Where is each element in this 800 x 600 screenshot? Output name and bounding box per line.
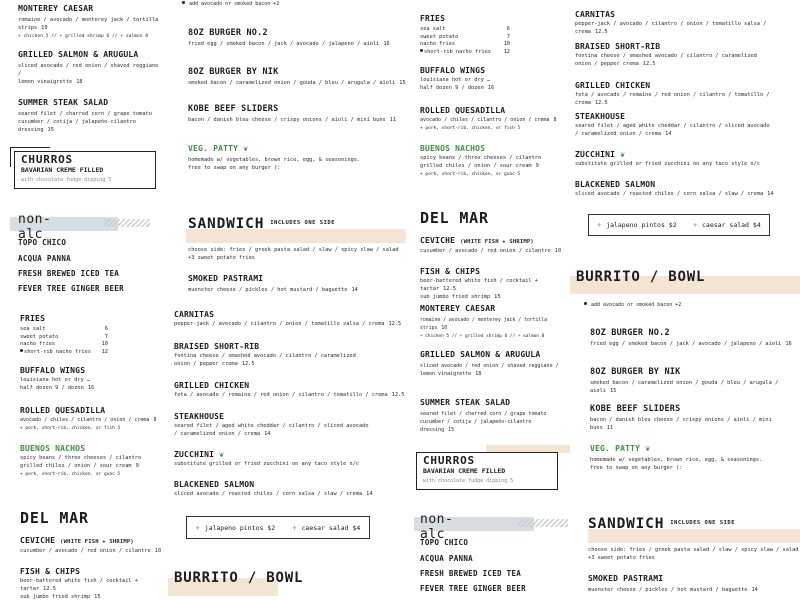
churros-box: CHURROS BAVARIAN CREME FILLED with chocolate fudge dipping 5 [416, 452, 558, 490]
menu-item-zucchini: ZUCCHINI ❦ substitute grilled or fried zucchini on any taco style n/c [575, 150, 760, 167]
menu-item-grilled-salmon-arugula: GRILLED SALMON & ARUGULA sliced avocado / red onion / shaved reggiano / lemon vinaigrette 18 [420, 350, 559, 377]
menu-item-kobe-sliders: KOBE BEEF SLIDERS bacon / danish bleu cheese / crispy onions / aioli / mini buns 11 [188, 104, 397, 123]
sandwich-header: SANDWICH $^{INCLUDES ONE SIDE}$ [588, 516, 736, 532]
drink-ginger-beer: FEVER TREE GINGER BEER [420, 584, 526, 593]
menu-item-smoked-pastrami: SMOKED PASTRAMI muenster cheese / pickles / hot mustard / baguette 14 [188, 274, 358, 293]
menu-item-steakhouse: STEAKHOUSE seared filet / aged white cheddar / cilantro / sliced avocado / caramelized onion / crema 14 [575, 112, 770, 137]
menu-item-grilled-chicken: GRILLED CHICKEN feta / avocado / romaine / red onion / cilantro / tomatillo / crema 12.5 [174, 381, 405, 398]
bullet-icon [182, 1, 185, 4]
table-row: nacho fries 10 [20, 341, 108, 347]
sandwich-header: SANDWICH $^{INCLUDES ONE SIDE}$ [188, 216, 336, 232]
leaf-icon: ❦ [219, 450, 225, 459]
menu-item-burger-by-nik: 8OZ BURGER BY NIK smoked bacon / caramelized onion / gouda / bleu / arugula / aioli 15 [590, 367, 779, 394]
menu-item-fries: FRIES sea salt 6 sweet potato 7 nacho fries 10 short-rib nacho fries 12 [20, 314, 164, 356]
menu-item-burger-no2: 8OZ BURGER NO.2 fried egg / smoked bacon / jack / avocado / jalapeno / aioli 16 [188, 28, 390, 47]
menu-item-monterey-caesar: MONTEREY CAESAR romaine / avocado / monterey jack / tortilla strips 10 + chicken 5 // + grilled shrimp 6 // + salmon 8 [420, 304, 548, 339]
non-alc-stripes [104, 219, 150, 227]
menu-item-zucchini: ZUCCHINI ❦ substitute grilled or fried zucchini on any taco style n/c [174, 450, 359, 467]
menu-item-grilled-chicken: GRILLED CHICKEN feta / avocado / romaine / red onion / cilantro / tomatillo / crema 12.5 [575, 81, 770, 106]
plus-icon: + [195, 523, 200, 532]
non-alc-stripes [518, 519, 568, 527]
bullet-icon [584, 302, 587, 305]
menu-item-blackened-salmon: BLACKENED SALMON sliced avocado / roasted chiles / corn salsa / slaw / crema 14 [174, 480, 373, 497]
menu-panel-apps-top [414, 0, 570, 300]
menu-panel-tacos-bottom [168, 300, 414, 600]
table-row: short-rib nacho fries 12 [20, 349, 164, 357]
menu-item-buenos-nachos: BUENOS NACHOS spicy beans / three cheeses / cilantro grilled chiles / onion / sour cream 9 + pork, short-rib, chicken, or guac 5 [420, 144, 542, 177]
menu-item-ceviche: CEVICHE (WHITE FISH + SHRIMP) cucumber / avocado / red onion / cilantro 10 [420, 236, 562, 254]
leaf-icon: ❦ [243, 144, 249, 153]
menu-item-summer-steak-salad: SUMMER STEAK SALAD seared filet / charred corn / grape tomato cucumber / cotija / jalapeño-cilantro dressing 15 [420, 398, 547, 433]
table-row: sea salt 6 [420, 26, 510, 32]
menu-item-smoked-pastrami: SMOKED PASTRAMI muenster cheese / pickles / hot mustard / baguette 14 [588, 574, 758, 593]
drink-topo-chico: TOPO CHICO [18, 238, 67, 247]
drink-acqua-panna: ACQUA PANNA [420, 554, 473, 563]
fries-table [420, 26, 566, 56]
menu-item-steakhouse: STEAKHOUSE seared filet / aged white cheddar / cilantro / sliced avocado / caramelized onion / crema 14 [174, 412, 369, 437]
menu-panel-salads-bottom: MONTEREY CAESAR romaine / avocado / monterey jack / tortilla strips 10 + chicken 5 // + grilled shrimp 6 // + salmon 8 GRILLED SALMON & ARUGULA sliced avocado / red onion / shaved reggiano / lemon vinaigrette 18 SUMMER STEAK SALAD seared filet / charred corn / grape tomato cucumber / cotija / jalapeño-cilantro dressing 15 CHURROS BAVARIAN CREME FILLED with chocolate fudge dipping 5 non-alc TOPO CHICO ACQUA PANNA FRESH BREWED ICED TEA FEVER TREE GINGER BEER [414, 300, 570, 600]
menu-item-buffalo-wings: BUFFALO WINGS louisiana hot or dry … half dozen 9 / dozen 16 [20, 366, 95, 391]
menu-item-burger-by-nik: 8OZ BURGER BY NIK smoked bacon / caramelized onion / gouda / bleu / arugula / aioli 15 [188, 67, 406, 86]
table-row: sea salt 6 [20, 326, 108, 332]
menu-item-carnitas: CARNITAS pepper-jack / avocado / cilantro / onion / tomatillo salsa / crema 12.5 [174, 310, 402, 327]
plus-icon: + [292, 523, 297, 532]
menu-item-buenos-nachos: BUENOS NACHOS spicy beans / three cheeses / cilantro grilled chiles / onion / sour cream 9 + pork, short-rib, chicken, or guac 5 [20, 444, 142, 477]
table-row: sweet potato 7 [20, 333, 108, 340]
add-note: add avocado or smoked bacon +2 [182, 1, 279, 7]
menu-item-rolled-quesadilla: ROLLED QUESADILLA avocado / chiles / cilantro / onion / crema 8 + pork, short-rib, chicken, or fish 5 [20, 406, 157, 431]
menu-item-carnitas: CARNITAS pepper-jack / avocado / cilantro / onion / tomatillo salsa / crema 12.5 [575, 10, 767, 35]
sandwich-side-note: choose side: fries / greek pasta salad / slaw / spicy slaw / salad +3 sweet potato fries [188, 247, 399, 261]
addon-caesar-salad: + caesar salad $4 [693, 221, 761, 229]
menu-item-fries: FRIES sea salt 6 sweet potato 7 nacho fries 10 short-rib nacho fries 12 [420, 14, 566, 56]
menu-panel-burgers-top [168, 0, 414, 300]
menu-item-grilled-salmon-arugula: GRILLED SALMON & ARUGULA sliced avocado / red onion / shaved reggiano / lemon vinaigrette 18 [18, 50, 159, 85]
menu-item-burger-no2: 8OZ BURGER NO.2 fried egg / smoked bacon / jack / avocado / jalapeno / aioli 16 [590, 328, 792, 347]
drink-ginger-beer: FEVER TREE GINGER BEER [18, 284, 124, 293]
menu-item-rolled-quesadilla: ROLLED QUESADILLA avocado / chiles / cilantro / onion / crema 8 + pork, short-rib, chicken, or fish 5 [420, 106, 557, 131]
menu-item-veg-patty: VEG. PATTY ❦ homemade w/ vegetables, brown rice, egg, & seasonings. free to swap on any burger (: [188, 144, 361, 171]
menu-panel-salads-top: MONTEREY CAESAR romaine / avocado / monterey jack / tortilla strips 10 + chicken 5 // + grilled shrimp 6 // + salmon 8 GRILLED SALMON & ARUGULA sliced avocado / red onion / shaved reggiano / lemon vinaigrette 18 SUMMER STEAK SALAD seared filet / charred corn / grape tomato cucumber / cotija / jalapeño-cilantro dressing 15 CHURROS BAVARIAN CREME FILLED with chocolate fudge dipping 5 non-alc TOPO CHICO ACQUA PANNA FRESH BREWED ICED TEA FEVER TREE GINGER BEER [0, 0, 168, 300]
menu-item-braised-short-rib: BRAISED SHORT-RIB fontina cheese / smashed avocado / cilantro / caramelized onion / pepper crema 12.5 [575, 42, 757, 67]
add-note: add avocado or smoked bacon +2 [584, 302, 681, 308]
churros-corner-line [10, 147, 50, 167]
addons-box [588, 214, 770, 236]
menu-item-buffalo-wings: BUFFALO WINGS louisiana hot or dry … half dozen 9 / dozen 16 [420, 66, 495, 91]
del-mar-header: DEL MAR [20, 509, 89, 527]
menu-item-braised-short-rib: BRAISED SHORT-RIB fontina cheese / smashed avocado / cilantro / caramelized onion / pepper crema 12.5 [174, 342, 356, 367]
bullet-icon [20, 349, 23, 352]
addon-caesar-salad: + caesar salad $4 [292, 523, 361, 532]
menu-item-monterey-caesar: MONTEREY CAESAR romaine / avocado / monterey jack / tortilla strips 10 + chicken 5 // + grilled shrimp 6 // + salmon 8 [18, 4, 159, 39]
table-row: sweet potato 7 [420, 33, 510, 40]
menu-panel-tacos-top [570, 0, 800, 300]
leaf-icon: ❦ [645, 444, 651, 453]
menu-item-ceviche: CEVICHE (WHITE FISH + SHRIMP) cucumber / avocado / red onion / cilantro 10 [20, 536, 162, 554]
drink-acqua-panna: ACQUA PANNA [18, 254, 71, 263]
burrito-bowl-header: BURRITO / BOWL [576, 269, 706, 285]
menu-item-fish-chips: FISH & CHIPS beer-battered white fish / cocktail + tartar 12.5 sub jumbo fried shrimp 15 [20, 567, 138, 600]
table-row: nacho fries 10 [420, 41, 510, 47]
plus-icon: + [693, 221, 698, 229]
menu-item-kobe-sliders: KOBE BEEF SLIDERS bacon / danish bleu cheese / crispy onions / aioli / mini buns 11 [590, 404, 772, 431]
menu-panel-apps-bottom [0, 300, 168, 600]
plus-icon: + [597, 221, 602, 229]
fries-table [20, 326, 164, 356]
sandwich-side-note: choose side: fries / greek pasta salad / slaw / spicy slaw / salad +3 sweet potato fries [588, 547, 799, 561]
addon-jalapeno-pintos: + jalapeno pintos $2 [597, 221, 677, 229]
churros-box: CHURROS BAVARIAN CREME FILLED with chocolate fudge dipping 5 [14, 151, 156, 189]
drink-topo-chico: TOPO CHICO [420, 538, 469, 547]
bullet-icon [420, 49, 423, 52]
leaf-icon: ❦ [620, 150, 626, 159]
menu-item-summer-steak-salad: SUMMER STEAK SALAD seared filet / charred corn / grape tomato cucumber / cotija / jalapeño-cilantro dressing 15 [18, 98, 152, 133]
addon-jalapeno-pintos: + jalapeno pintos $2 [195, 523, 276, 532]
drink-iced-tea: FRESH BREWED ICED TEA [420, 569, 522, 578]
table-row: short-rib nacho fries 12 [420, 49, 566, 57]
burrito-bowl-header: BURRITO / BOWL [174, 570, 304, 586]
menu-panel-burgers-bottom [570, 300, 800, 600]
menu-item-fish-chips: FISH & CHIPS beer-battered white fish / cocktail + tartar 12.5 sub jumbo fried shrimp 15 [420, 267, 538, 300]
menu-item-veg-patty: VEG. PATTY ❦ homemade w/ vegetables, brown rice, egg, & seasonings. free to swap on any burger (: [590, 444, 763, 471]
drink-iced-tea: FRESH BREWED ICED TEA [18, 269, 120, 278]
menu-item-blackened-salmon: BLACKENED SALMON sliced avocado / roasted chiles / corn salsa / slaw / crema 14 [575, 180, 774, 197]
addons-box [186, 516, 370, 539]
del-mar-header: DEL MAR [420, 209, 489, 227]
